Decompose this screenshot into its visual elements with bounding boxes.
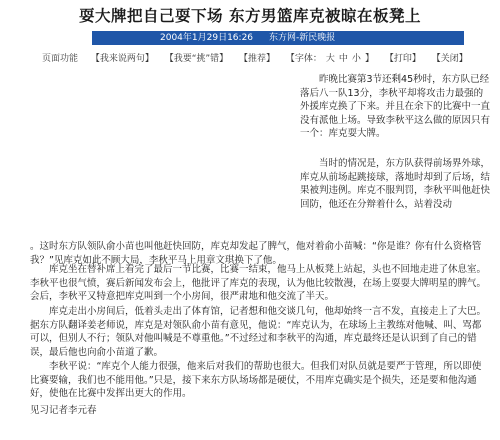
article-date: 2004年1月29日16:26 (160, 33, 254, 43)
recommend-link[interactable]: 【推荐】 (238, 54, 275, 64)
font-size-label: 【字体： (285, 54, 322, 64)
page-function-toolbar (42, 52, 482, 66)
font-large-link[interactable]: 大 (325, 54, 335, 64)
paragraph-4: 库克走出小房间后，低着头走出了体育馆，记者想和他交谈几句，他却始终一言不发，直接走上了大巴。据东方队翻译姜老师说，库克是对领队俞小苗有意见，他说：“库克认为，在球场上主教练对他喊、叫、骂都可以，但别人不行；领队对他叫喊是不尊重他。”不过经过和李秋平的沟通，库克最终还是认识到了自己的错误，最后他也向俞小苗道了歉。 (30, 306, 487, 358)
paragraph-5: 李秋平说：“库克个人能力很强，他来后对我们的帮助也很大。但我们对队员就是要严于管理，所以即使比赛要输，我们也不能用他。”只是，接下来东方队场场都是硬仗，不用库克确实是个损失，还是要和他沟通好，使他在比赛中发挥出更大的作用。 (30, 361, 482, 399)
paragraph-2-continued: 。这时东方队领队俞小苗也叫他赶快回防，库克却发起了脾气，他对着俞小苗喊：“你是谁？你有什么资格管我？”见库克如此不顾大局，李秋平马上用章文琪换下了他。 (30, 241, 482, 266)
article-title: 耍大牌把自己耍下场 东方男篮库克被晾在板凳上 (79, 7, 421, 25)
toolbar-label: 页面功能 (42, 54, 79, 64)
paragraph-2: 当时的情况是，东方队获得前场界外球，库克从前场起跳接球，落地时却到了后场，结果被判违例。库克不服判罚，李秋平叫他赶快回防，他还在分辩着什么，站着没动 (300, 158, 490, 210)
font-size-control (286, 54, 382, 64)
font-size-end: 】 (364, 54, 374, 64)
article-source: 东方网-新民晚报 (269, 33, 336, 43)
report-error-link[interactable]: 【我要“挑”错】 (164, 54, 229, 64)
article-photo-area (52, 73, 292, 251)
font-medium-link[interactable]: 中 (338, 54, 348, 64)
comment-link[interactable]: 【我来说两句】 (90, 54, 154, 64)
close-link[interactable]: 【关闭】 (431, 54, 468, 64)
reporter-credit: 见习记者李元春 (30, 405, 97, 416)
paragraph-3: 库克坐在替补席上看完了最后一节比赛，比赛一结束，他马上从板凳上站起，头也不回地走进了休息室。李秋平也很气愤，赛后新闻发布会上，他批评了库克的表现，认为他比较散漫，在场上耍耍大牌明星的脾气。会后，李秋平又特意把库克叫到一个小房间，很严肃地和他交流了半天。 (30, 264, 487, 302)
article-info-bar (92, 31, 464, 45)
paragraph-1: 昨晚比赛第3节还剩45秒时，东方队已经落后八一队13分，李秋平却将攻击力最强的外援库克换了下来。并且在余下的比赛中一直没有派他上场。导致李秋平这么做的原因只有一个：库克耍大牌。 (300, 74, 491, 139)
font-small-link[interactable]: 小 (351, 54, 361, 64)
print-link[interactable]: 【打印】 (384, 54, 421, 64)
